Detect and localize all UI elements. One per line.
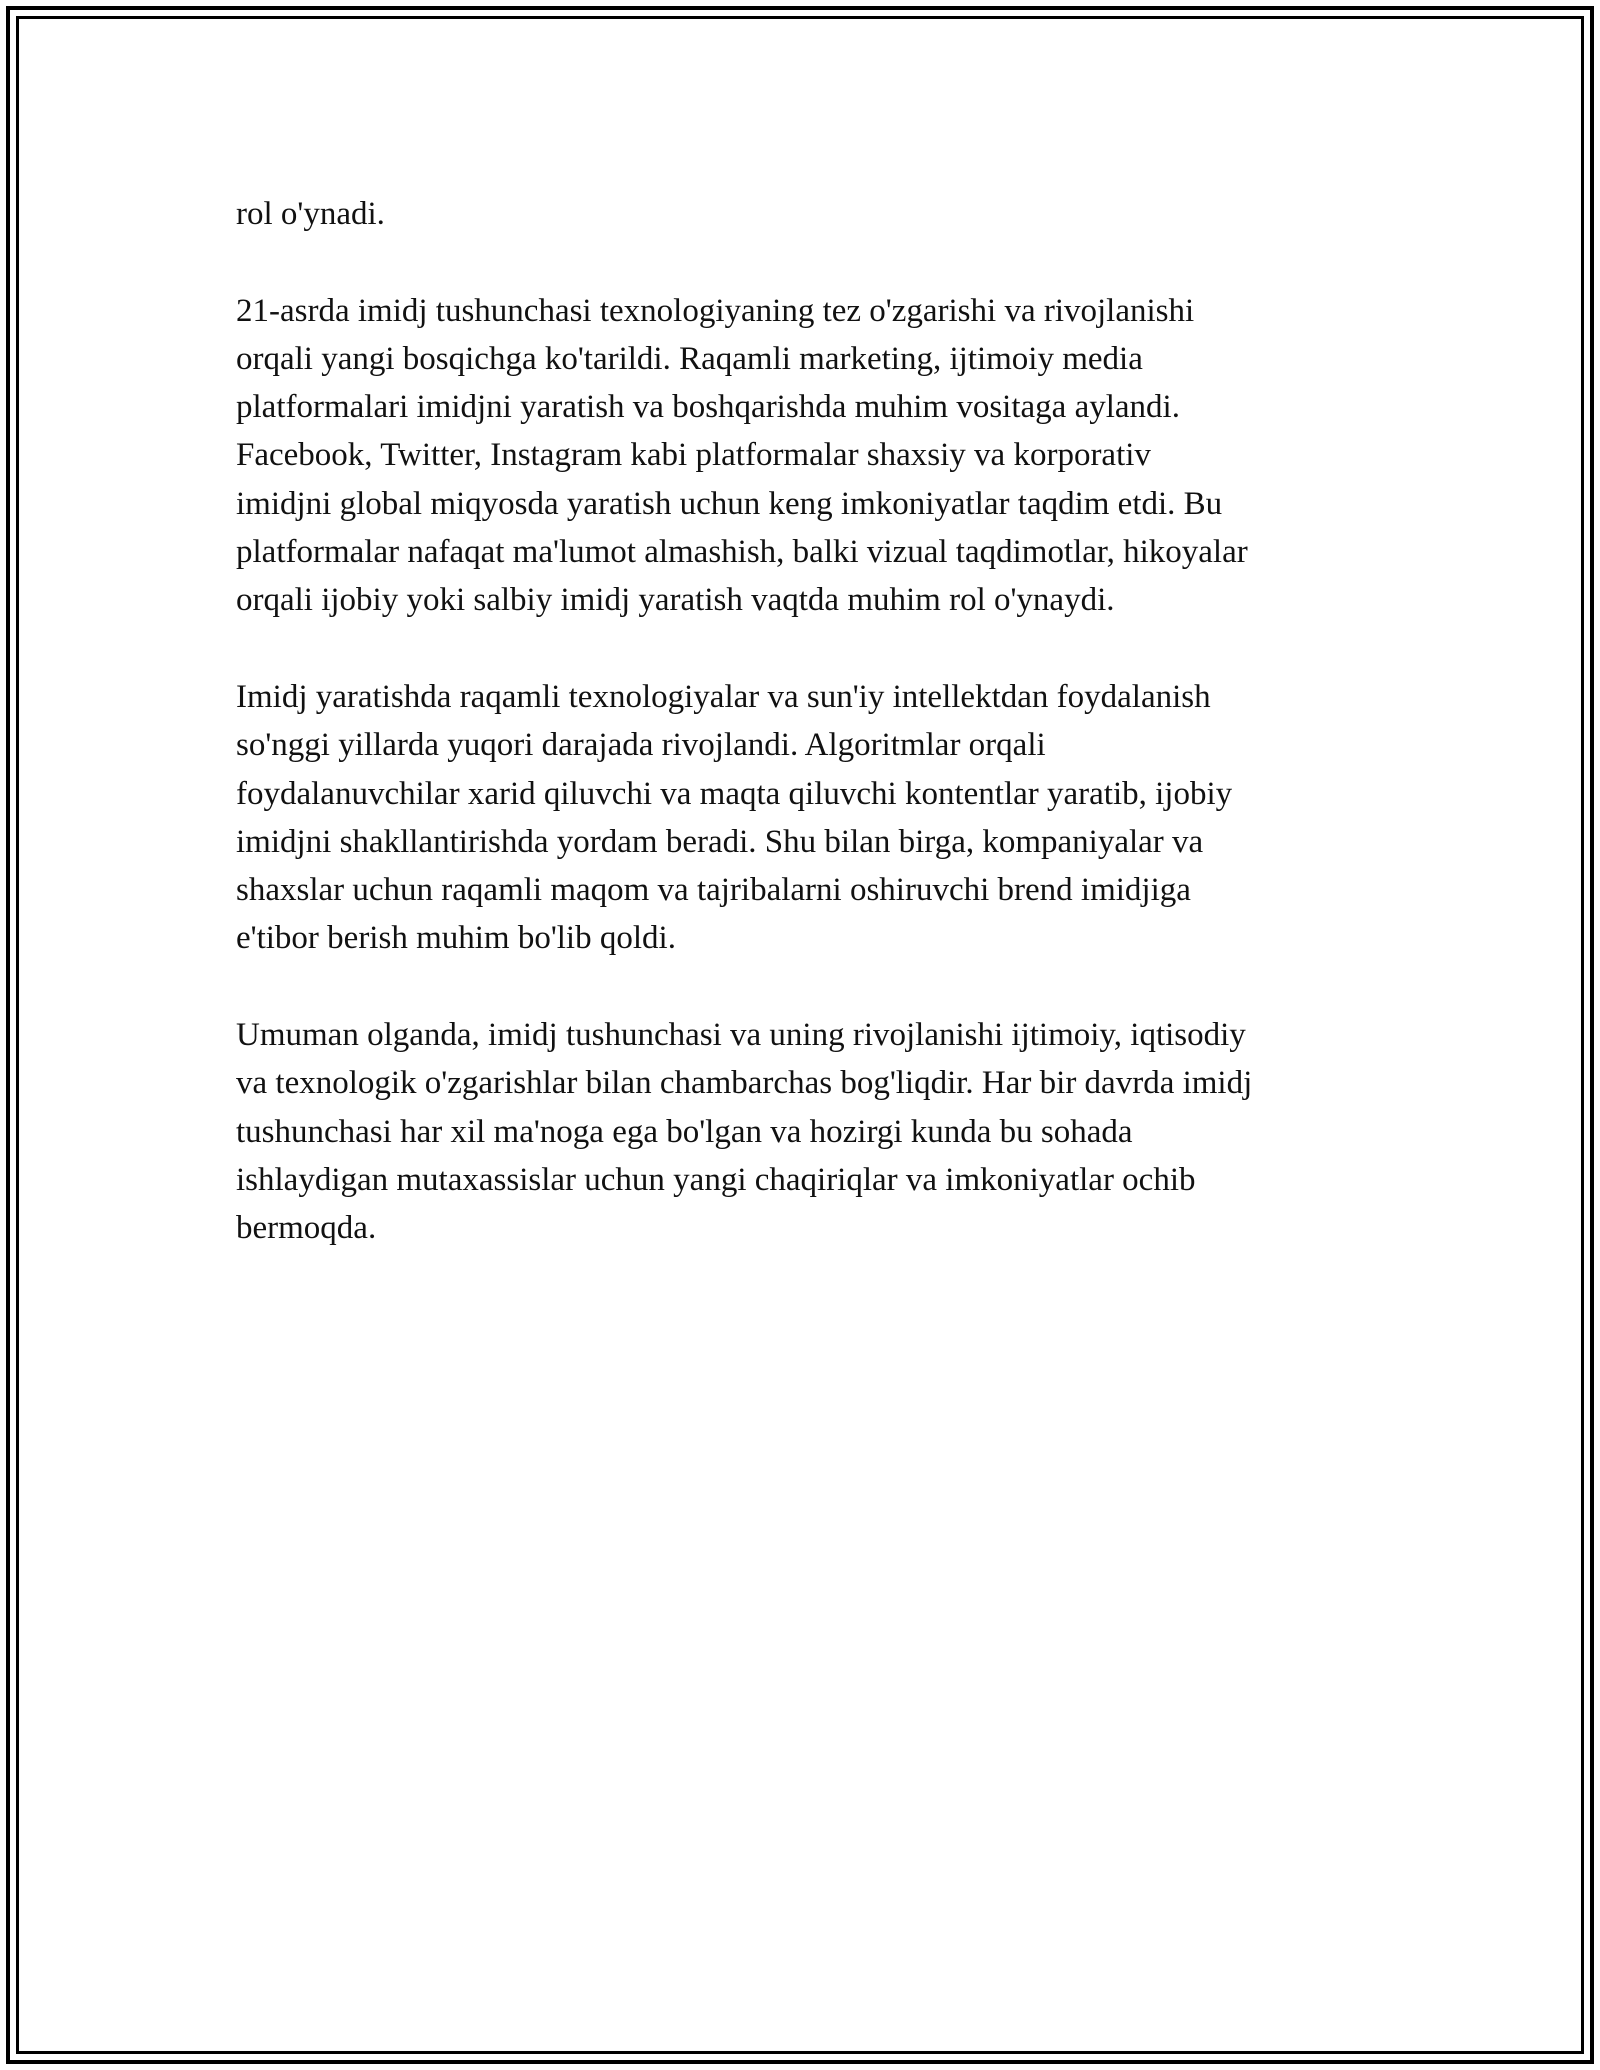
- text-line: Umuman olganda, imidj tushunchasi va uning rivojlanishi ijtimoiy, iqtisodiy: [236, 1017, 1246, 1054]
- text-line: Imidj yaratishda raqamli texnologiyalar va sun'iy intellektdan foydalanish: [236, 678, 1211, 715]
- paragraph-gap: [236, 625, 1376, 673]
- text-line: imidjni global miqyosda yaratish uchun keng imkoniyatlar taqdim etdi. Bu: [236, 485, 1223, 522]
- text-line: orqali ijobiy yoki salbiy imidj yaratish vaqtda muhim rol o'ynaydi.: [236, 582, 1115, 619]
- paragraph-1: [236, 190, 1376, 238]
- paragraph-3: [236, 673, 1376, 963]
- text-line: bermoqda.: [236, 1210, 377, 1247]
- paragraph-gap: [236, 238, 1376, 286]
- text-line: platformalari imidjni yaratish va boshqarishda muhim vositaga aylandi.: [236, 389, 1180, 426]
- text-line: shaxslar uchun raqamli maqom va tajribalarni oshiruvchi brend imidjiga: [236, 872, 1191, 909]
- paragraph-gap: [236, 963, 1376, 1011]
- text-line: e'tibor berish muhim bo'lib qoldi.: [236, 920, 676, 957]
- text-line: platformalar nafaqat ma'lumot almashish, balki vizual taqdimotlar, hikoyalar: [236, 534, 1248, 571]
- text-line: 21-asrda imidj tushunchasi texnologiyaning tez o'zgarishi va rivojlanishi: [236, 292, 1195, 329]
- text-line: Facebook, Twitter, Instagram kabi platformalar shaxsiy va korporativ: [236, 437, 1151, 474]
- text-line: rol o'ynadi.: [236, 196, 385, 232]
- text-line: tushunchasi har xil ma'noga ega bo'lgan va hozirgi kunda bu sohada: [236, 1113, 1133, 1150]
- text-line: foydalanuvchilar xarid qiluvchi va maqta qiluvchi kontentlar yaratib, ijobiy: [236, 775, 1233, 812]
- text-line: imidjni shakllantirishda yordam beradi. Shu bilan birga, kompaniyalar va: [236, 823, 1204, 860]
- paragraph-2: [236, 287, 1376, 625]
- text-line: ishlaydigan mutaxassislar uchun yangi chaqiriqlar va imkoniyatlar ochib: [236, 1161, 1196, 1198]
- text-line: va texnologik o'zgarishlar bilan chambarchas bog'liqdir. Har bir davrda imidj: [236, 1065, 1253, 1102]
- paragraph-4: [236, 1011, 1376, 1252]
- text-line: orqali yangi bosqichga ko'tarildi. Raqamli marketing, ijtimoiy media: [236, 340, 1143, 377]
- text-line: so'nggi yillarda yuqori darajada rivojlandi. Algoritmlar orqali: [236, 727, 1046, 764]
- document-body: [236, 190, 1376, 1253]
